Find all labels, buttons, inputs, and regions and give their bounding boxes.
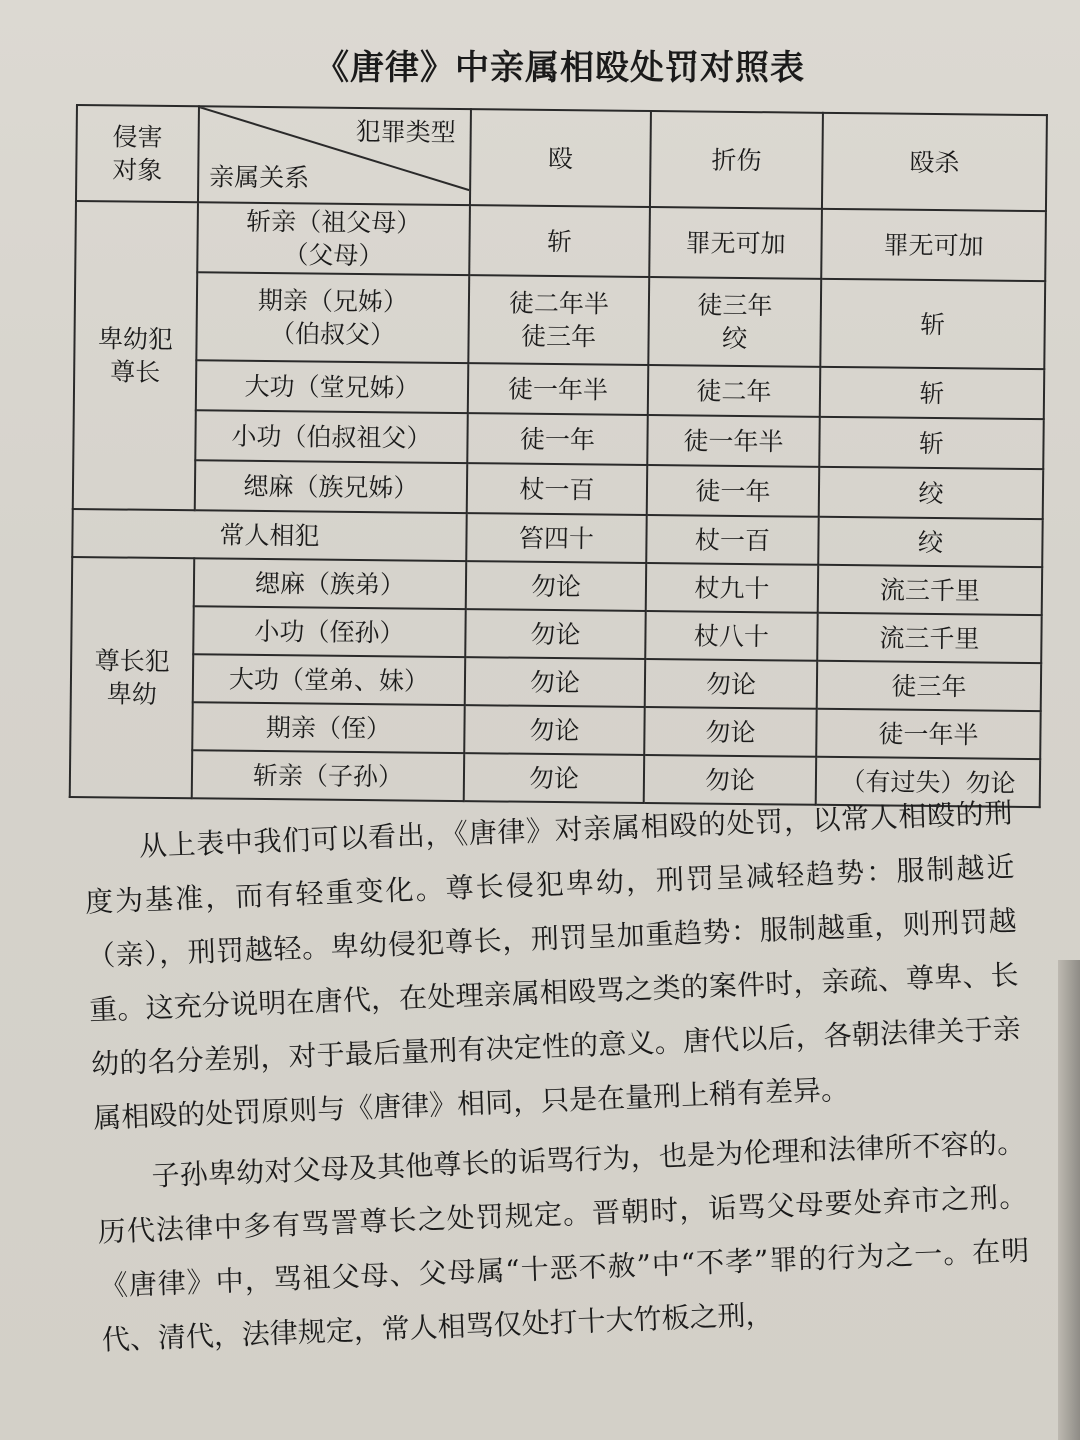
paragraph: 子孙卑幼对父母及其他尊长的诟骂行为，也是为伦理和法律所不容的。历代法律中多有骂詈尊长之处罚规定。晋朝时，诟骂父母要处弃市之刑。《唐律》中，骂祖父母、父母属“十恶不赦”中“不孝”罪的行为之一。在明代、清代，法律规定，常人相骂仅处打十大竹板之刑， bbox=[97, 1126, 1030, 1357]
kill-cell: 斩 bbox=[819, 417, 1044, 469]
paragraph: 从上表中我们可以看出，《唐律》对亲属相殴的处罚，以常人相殴的刑度为基准，而有轻重变化。尊长侵犯卑幼，刑罚呈减轻趋势：服制越近（亲），刑罚越轻。卑幼侵犯尊长，刑罚呈加重趋势：服制越重，则刑罚越重。这充分说明在唐代，在处理亲属相殴骂之类的案件时，亲疏、尊卑、长幼的名分差别，对于最后量刑有决定性的意义。唐代以后，各朝法律关于亲属相殴的处罚原则与《唐律》相同，只是在量刑上稍有差异。 bbox=[84, 796, 1022, 1135]
column-header-beat: 殴 bbox=[470, 109, 651, 207]
group-label-junior-vs-senior bbox=[73, 201, 198, 510]
beat-line-1: 徒二年半 bbox=[508, 288, 610, 319]
column-header-kill: 殴杀 bbox=[822, 113, 1047, 211]
injury-cell: 徒二年 bbox=[648, 365, 821, 417]
kill-cell: 绞 bbox=[819, 467, 1044, 519]
diagonal-header-cell bbox=[198, 106, 471, 205]
relation-line-1: 期亲（兄姊） bbox=[257, 285, 409, 317]
injury-cell: 杖八十 bbox=[645, 611, 817, 661]
relation-line-1: 斩亲（祖父母） bbox=[246, 206, 422, 238]
relation-cell: 大功（堂兄姊） bbox=[196, 360, 469, 413]
adjacent-page-edge bbox=[1058, 960, 1080, 1440]
table-row bbox=[75, 201, 1046, 281]
group-label-line-1: 卑幼犯 bbox=[97, 324, 174, 355]
injury-cell: 杖九十 bbox=[646, 563, 818, 613]
injury-cell: 杖一百 bbox=[646, 515, 818, 565]
punishment-table-wrap bbox=[69, 104, 1046, 808]
kill-cell: 斩 bbox=[820, 367, 1045, 419]
relation-cell bbox=[197, 202, 470, 275]
injury-cell bbox=[648, 277, 821, 367]
kill-cell: 斩 bbox=[820, 279, 1045, 369]
relation-line-2: （伯叔父） bbox=[269, 319, 396, 350]
kill-cell: 流三千里 bbox=[818, 565, 1042, 615]
beat-cell: 勿论 bbox=[466, 561, 646, 611]
relation-cell bbox=[196, 272, 469, 363]
injury-line-2: 绞 bbox=[721, 323, 748, 354]
beat-cell: 徒一年 bbox=[467, 413, 648, 465]
relation-cell: 期亲（侄） bbox=[192, 702, 464, 753]
beat-cell: 斩 bbox=[469, 205, 650, 277]
victim-header-line-1: 侵害 bbox=[112, 122, 163, 152]
kill-cell: 徒一年半 bbox=[816, 709, 1040, 759]
injury-line-1: 徒三年 bbox=[697, 290, 773, 321]
group-label-line-2: 尊长 bbox=[110, 357, 161, 387]
relation-cell: 缌麻（族兄姊） bbox=[195, 460, 468, 513]
beat-line-2: 徒三年 bbox=[520, 321, 597, 352]
group-label-senior-vs-junior bbox=[70, 557, 195, 798]
beat-cell: 笞四十 bbox=[466, 513, 646, 563]
beat-cell: 勿论 bbox=[464, 705, 644, 755]
relation-line-2: （父母） bbox=[283, 240, 384, 271]
column-header-injury: 折伤 bbox=[650, 111, 823, 209]
table-title: 《唐律》中亲属相殴处罚对照表 bbox=[315, 48, 805, 88]
group-label-line-2: 卑幼 bbox=[106, 679, 157, 709]
beat-cell: 杖一百 bbox=[467, 463, 648, 515]
injury-cell: 勿论 bbox=[644, 707, 816, 757]
kill-cell: 徒三年 bbox=[817, 661, 1041, 711]
relation-cell: 小功（伯叔祖父） bbox=[195, 410, 468, 463]
relation-label: 亲属关系 bbox=[209, 162, 310, 193]
table-row bbox=[74, 271, 1045, 369]
beat-cell: 勿论 bbox=[465, 609, 645, 659]
beat-cell: 徒一年半 bbox=[468, 363, 649, 415]
victim-header bbox=[76, 105, 199, 202]
kill-cell: （有过失）勿论 bbox=[816, 757, 1040, 807]
injury-cell: 勿论 bbox=[644, 755, 816, 805]
injury-cell: 徒一年半 bbox=[647, 415, 820, 467]
crime-type-label: 犯罪类型 bbox=[355, 116, 456, 147]
kill-cell: 罪无可加 bbox=[821, 209, 1046, 281]
kill-cell: 流三千里 bbox=[817, 613, 1041, 663]
relation-cell: 小功（侄孙） bbox=[193, 606, 465, 657]
injury-cell: 勿论 bbox=[645, 659, 817, 709]
victim-header-line-2: 对象 bbox=[112, 155, 163, 185]
group-label-line-1: 尊长犯 bbox=[94, 646, 170, 677]
relation-cell-common: 常人相犯 bbox=[72, 509, 466, 561]
relation-cell: 大功（堂弟、妹） bbox=[193, 654, 465, 705]
body-text bbox=[82, 786, 1033, 1373]
injury-cell: 徒一年 bbox=[647, 465, 820, 517]
beat-cell: 勿论 bbox=[465, 657, 645, 707]
injury-cell: 罪无可加 bbox=[649, 207, 822, 279]
punishment-table bbox=[69, 104, 1048, 808]
kill-cell: 绞 bbox=[818, 517, 1042, 567]
header-row bbox=[76, 105, 1047, 211]
beat-cell: 勿论 bbox=[464, 753, 644, 803]
beat-cell bbox=[468, 275, 649, 365]
relation-cell: 缌麻（族弟） bbox=[194, 558, 466, 609]
relation-cell: 斩亲（子孙） bbox=[192, 750, 464, 801]
